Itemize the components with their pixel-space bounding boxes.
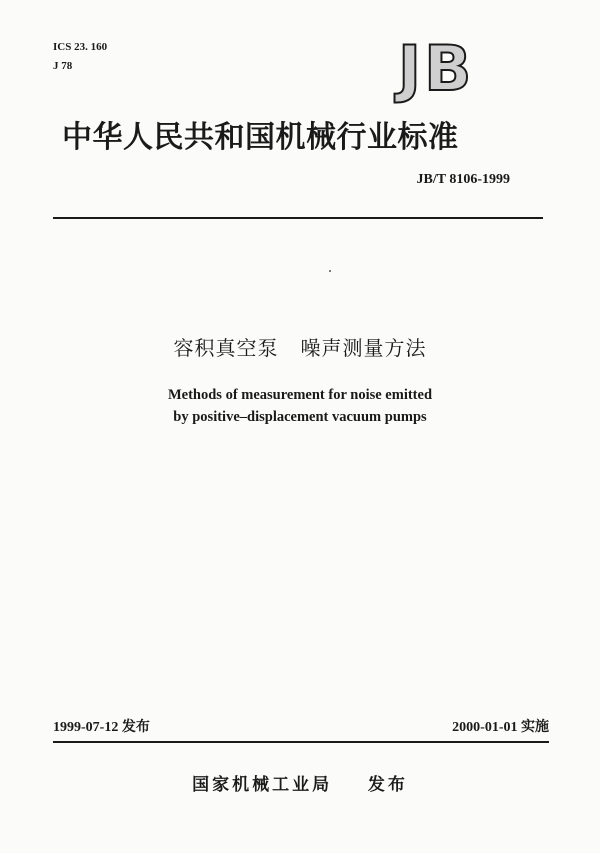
header-divider: [53, 217, 543, 219]
chinese-title: 容积真空泵 噪声测量方法: [173, 336, 427, 360]
english-title-line-2: by positive–displacement vacuum pumps: [173, 409, 427, 425]
english-title: [0, 384, 600, 428]
class-code: J 78: [53, 60, 73, 72]
implementation-date: 2000-01-01 实施: [452, 720, 549, 735]
date-row: [53, 716, 549, 738]
scan-speck: [329, 270, 331, 272]
standard-number: JB/T 8106-1999: [416, 172, 510, 187]
footer-divider: [53, 741, 549, 743]
issue-date: 1999-07-12 发布: [53, 720, 150, 735]
jb-logo: JB: [398, 32, 475, 105]
english-title-line-1: Methods of measurement for noise emitted: [167, 387, 433, 403]
industry-standard-title: 中华人民共和国机械行业标准: [62, 120, 459, 155]
ics-code: ICS 23. 160: [53, 41, 108, 53]
issuing-authority: 国家机械工业局 发布: [192, 775, 408, 795]
classification-codes: [53, 38, 107, 76]
